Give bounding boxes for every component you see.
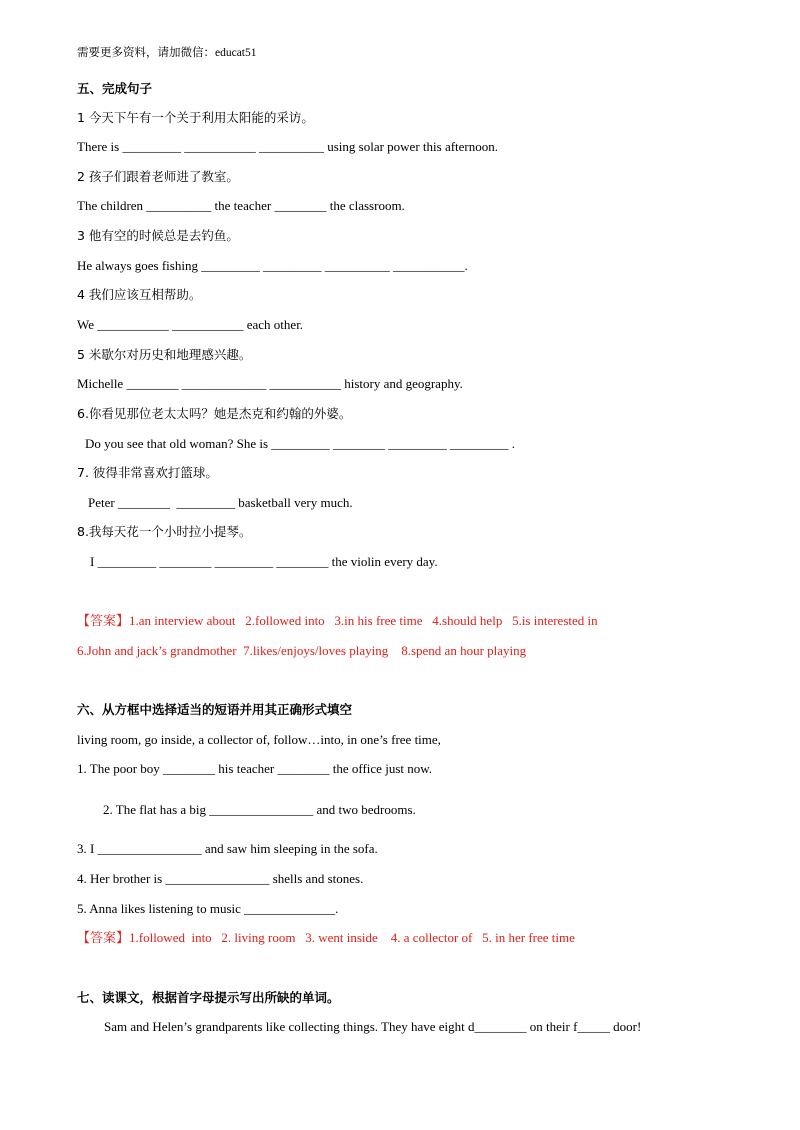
s6-phrase-box: living room, go inside, a collector of, follow…into, in one’s free time, [77, 732, 441, 747]
s5-q2-english: The children __________ the teacher ________ the classroom. [77, 198, 405, 213]
s5-q2-chinese: 2 孩子们跟着老师进了教室。 [77, 169, 239, 184]
s5-q6-chinese: 6.你看见那位老太太吗？她是杰克和约翰的外婆。 [77, 406, 352, 421]
s5-q3-chinese: 3 他有空的时候总是去钓鱼。 [77, 228, 239, 243]
s5-q8-chinese: 8.我每天花一个小时拉小提琴。 [77, 524, 252, 539]
section-5-title: 五、完成句子 [77, 81, 153, 96]
page-header: 需要更多资料，请加微信：educat51 [77, 47, 257, 59]
s6-q4: 4. Her brother is ________________ shells and stones. [77, 871, 364, 886]
s6-q2: 2. The flat has a big ________________ and two bedrooms. [103, 802, 416, 817]
s5-q7-english: Peter ________ _________ basketball very much. [88, 495, 353, 510]
s6-q5: 5. Anna likes listening to music ______________. [77, 901, 339, 916]
s5-q8-english: I _________ ________ _________ ________ the violin every day. [90, 554, 438, 569]
s5-q6-english: Do you see that old woman? She is _________ ________ _________ _________ . [85, 436, 516, 451]
s5-q7-chinese: 7. 彼得非常喜欢打篮球。 [77, 465, 218, 480]
s5-q1-chinese: 1 今天下午有一个关于利用太阳能的采访。 [77, 110, 314, 125]
s5-q3-english: He always goes fishing _________ _________ __________ ___________. [77, 258, 468, 273]
s5-q1-english: There is _________ ___________ __________ using solar power this afternoon. [77, 139, 499, 154]
s5-q5-chinese: 5 米歇尔对历史和地理感兴趣。 [77, 347, 252, 362]
section-6-title: 六、从方框中选择适当的短语并用其正确形式填空 [77, 702, 353, 717]
s5-q4-english: We ___________ ___________ each other. [77, 317, 304, 332]
section-7-title: 七、读课文，根据首字母提示写出所缺的单词。 [77, 990, 340, 1005]
s6-answer: 【答案】1.followed into 2. living room 3. went inside 4. a collector of 5. in her free time [77, 930, 575, 945]
s5-q4-chinese: 4 我们应该互相帮助。 [77, 287, 202, 302]
s5-q5-english: Michelle ________ _____________ ___________ history and geography. [77, 376, 463, 391]
s6-q1: 1. The poor boy ________ his teacher ________ the office just now. [77, 761, 433, 776]
s7-passage: Sam and Helen’s grandparents like collecting things. They have eight d________ on their f_____ door! [104, 1019, 642, 1034]
s5-answer-line-1: 【答案】1.an interview about 2.followed into 3.in his free time 4.should help 5.is interested in [77, 613, 598, 628]
s5-answer-line-2: 6.John and jack’s grandmother 7.likes/enjoys/loves playing 8.spend an hour playing [77, 643, 527, 658]
s6-q3: 3. I ________________ and saw him sleeping in the sofa. [77, 841, 378, 856]
